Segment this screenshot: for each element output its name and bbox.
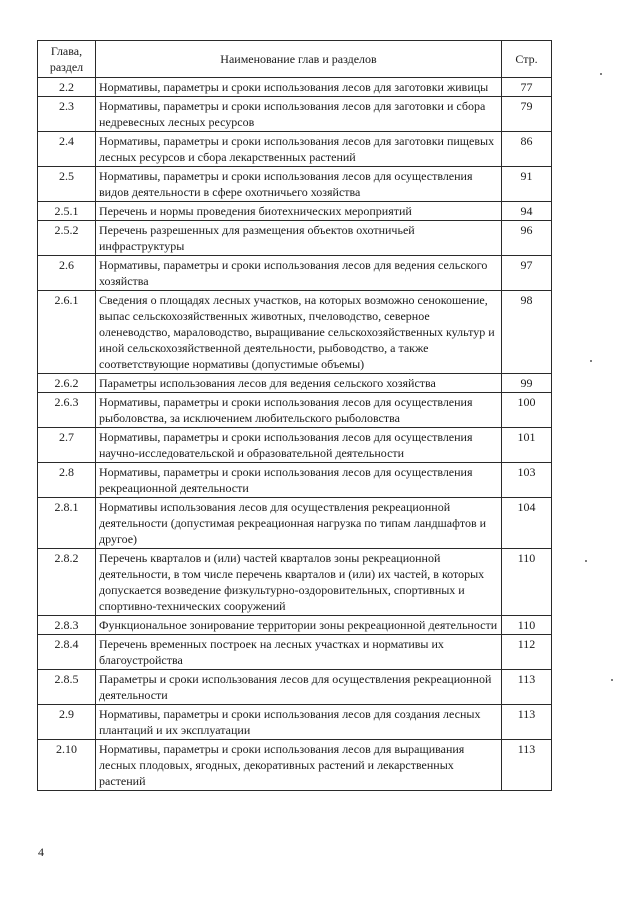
- scan-speck: [590, 360, 592, 362]
- section-title: Нормативы, параметры и сроки использования лесов для осуществления видов деятельности в сфере охотничьего хозяйства: [96, 167, 502, 202]
- table-of-contents: [37, 40, 552, 791]
- table-row: [38, 549, 552, 616]
- section-number: 2.6: [38, 256, 96, 291]
- section-number: 2.8.2: [38, 549, 96, 616]
- table-row: [38, 202, 552, 221]
- section-title: Параметры использования лесов для ведения сельского хозяйства: [96, 374, 502, 393]
- section-number: 2.7: [38, 428, 96, 463]
- section-number: 2.5: [38, 167, 96, 202]
- section-title: Нормативы, параметры и сроки использования лесов для осуществления рекреационной деятельности: [96, 463, 502, 498]
- section-title: Перечень кварталов и (или) частей кварталов зоны рекреационной деятельности, в том числе перечень кварталов и (или) их частей, в которых допускается возведение физкультурно-оздоровительных, спортивных и спортивно-технических сооружений: [96, 549, 502, 616]
- section-number: 2.8.5: [38, 670, 96, 705]
- section-title: Перечень временных построек на лесных участках и нормативы их благоустройства: [96, 635, 502, 670]
- section-title: Функциональное зонирование территории зоны рекреационной деятельности: [96, 616, 502, 635]
- section-page: 99: [502, 374, 552, 393]
- table-body: [38, 78, 552, 791]
- section-page: 77: [502, 78, 552, 97]
- section-page: 91: [502, 167, 552, 202]
- table-row: [38, 97, 552, 132]
- table-row: [38, 616, 552, 635]
- section-page: 113: [502, 670, 552, 705]
- section-page: 96: [502, 221, 552, 256]
- section-page: 98: [502, 291, 552, 374]
- section-number: 2.6.3: [38, 393, 96, 428]
- table-row: [38, 221, 552, 256]
- section-page: 94: [502, 202, 552, 221]
- table-row: [38, 740, 552, 791]
- table-row: [38, 498, 552, 549]
- section-number: 2.8.3: [38, 616, 96, 635]
- section-title: Параметры и сроки использования лесов для осуществления рекреационной деятельности: [96, 670, 502, 705]
- section-title: Перечень и нормы проведения биотехнических мероприятий: [96, 202, 502, 221]
- page-number: 4: [38, 845, 44, 859]
- section-number: 2.3: [38, 97, 96, 132]
- section-title: Нормативы использования лесов для осуществления рекреационной деятельности (допустимая рекреационная нагрузка по типам ландшафтов и другое): [96, 498, 502, 549]
- table-row: [38, 78, 552, 97]
- section-page: 113: [502, 705, 552, 740]
- scan-speck: [611, 679, 613, 681]
- section-page: 86: [502, 132, 552, 167]
- header-title: Наименование глав и разделов: [96, 41, 502, 78]
- section-title: Нормативы, параметры и сроки использования лесов для заготовки и сбора недревесных лесных ресурсов: [96, 97, 502, 132]
- scan-speck: [585, 560, 587, 562]
- header-chapter-section: Глава, раздел: [38, 41, 96, 78]
- section-title: Нормативы, параметры и сроки использования лесов для ведения сельского хозяйства: [96, 256, 502, 291]
- section-title: Нормативы, параметры и сроки использования лесов для заготовки пищевых лесных ресурсов и сбора лекарственных растений: [96, 132, 502, 167]
- section-number: 2.5.1: [38, 202, 96, 221]
- table-row: [38, 705, 552, 740]
- section-page: 112: [502, 635, 552, 670]
- section-number: 2.8: [38, 463, 96, 498]
- section-page: 97: [502, 256, 552, 291]
- section-page: 110: [502, 549, 552, 616]
- table-row: [38, 132, 552, 167]
- table-row: [38, 393, 552, 428]
- section-title: Сведения о площадях лесных участков, на которых возможно сенокошение, выпас сельскохозяйственных животных, пчеловодство, северное оленеводство, мараловодство, выращивание сельскохозяйственных культур и иной сельскохозяйственной деятельности, рыбоводство, а также соответствующие нормативы (допустимые объемы): [96, 291, 502, 374]
- section-title: Нормативы, параметры и сроки использования лесов для заготовки живицы: [96, 78, 502, 97]
- section-page: 103: [502, 463, 552, 498]
- section-page: 113: [502, 740, 552, 791]
- table-row: [38, 256, 552, 291]
- section-number: 2.10: [38, 740, 96, 791]
- header-page: Стр.: [502, 41, 552, 78]
- table-header-row: [38, 41, 552, 78]
- table-row: [38, 291, 552, 374]
- section-page: 79: [502, 97, 552, 132]
- section-page: 101: [502, 428, 552, 463]
- section-title: Нормативы, параметры и сроки использования лесов для осуществления рыболовства, за исключением любительского рыболовства: [96, 393, 502, 428]
- section-title: Перечень разрешенных для размещения объектов охотничьей инфраструктуры: [96, 221, 502, 256]
- section-title: Нормативы, параметры и сроки использования лесов для выращивания лесных плодовых, ягодных, декоративных растений и лекарственных растений: [96, 740, 502, 791]
- section-number: 2.8.4: [38, 635, 96, 670]
- table-row: [38, 635, 552, 670]
- section-title: Нормативы, параметры и сроки использования лесов для осуществления научно-исследовательской и образовательной деятельности: [96, 428, 502, 463]
- section-page: 110: [502, 616, 552, 635]
- table-row: [38, 167, 552, 202]
- table-row: [38, 374, 552, 393]
- table-row: [38, 463, 552, 498]
- section-number: 2.5.2: [38, 221, 96, 256]
- scan-speck: [600, 73, 602, 75]
- section-number: 2.8.1: [38, 498, 96, 549]
- section-page: 100: [502, 393, 552, 428]
- section-title: Нормативы, параметры и сроки использования лесов для создания лесных плантаций и их эксплуатации: [96, 705, 502, 740]
- section-number: 2.2: [38, 78, 96, 97]
- section-number: 2.6.1: [38, 291, 96, 374]
- table-row: [38, 428, 552, 463]
- table-row: [38, 670, 552, 705]
- section-number: 2.6.2: [38, 374, 96, 393]
- section-number: 2.4: [38, 132, 96, 167]
- section-number: 2.9: [38, 705, 96, 740]
- section-page: 104: [502, 498, 552, 549]
